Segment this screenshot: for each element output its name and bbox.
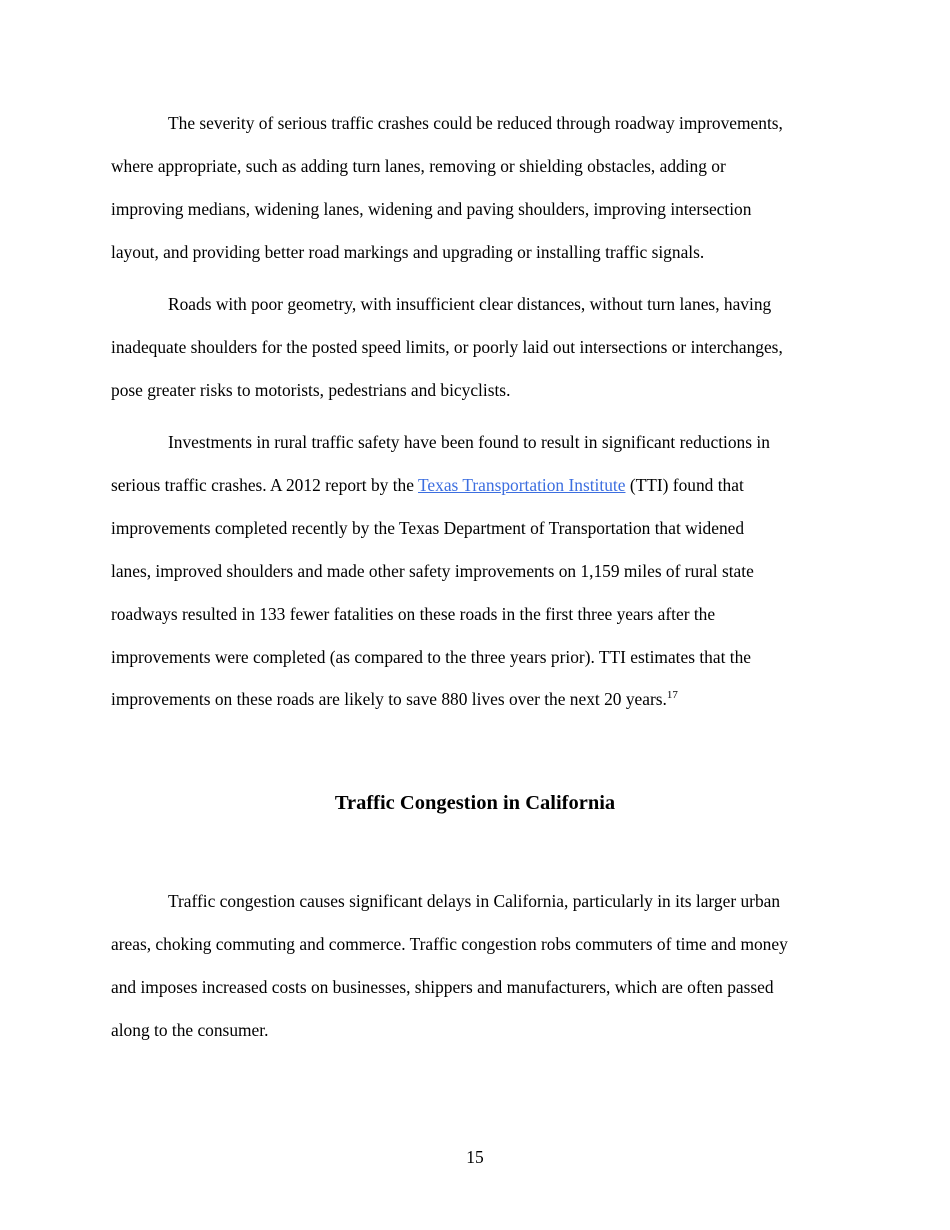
text-line: The severity of serious traffic crashes could be reduced through roadway improvements, <box>168 113 783 133</box>
page-number: 15 <box>466 1147 484 1167</box>
text-line: layout, and providing better road markings and upgrading or installing traffic signals. <box>111 242 705 262</box>
text-line: areas, choking commuting and commerce. Traffic congestion robs commuters of time and money <box>111 934 788 954</box>
tti-link[interactable]: Texas Transportation Institute <box>418 475 626 495</box>
text-segment: (TTI) found that <box>625 475 744 495</box>
text-line: Roads with poor geometry, with insufficient clear distances, without turn lanes, having <box>168 294 772 314</box>
text-line: inadequate shoulders for the posted speed limits, or poorly laid out intersections or interchanges, <box>111 337 783 357</box>
text-line-with-link <box>111 474 744 496</box>
text-line: pose greater risks to motorists, pedestrians and bicyclists. <box>111 380 511 400</box>
footnote-reference[interactable]: 17 <box>666 689 678 701</box>
text-line: along to the consumer. <box>111 1020 269 1040</box>
text-line: lanes, improved shoulders and made other safety improvements on 1,159 miles of rural state <box>111 561 754 581</box>
text-line: Traffic congestion causes significant delays in California, particularly in its larger urban <box>168 891 781 911</box>
section-heading: Traffic Congestion in California <box>334 792 616 814</box>
text-line: where appropriate, such as adding turn lanes, removing or shielding obstacles, adding or <box>111 156 726 176</box>
text-segment: serious traffic crashes. A 2012 report by the <box>111 475 419 495</box>
text-line <box>111 688 678 713</box>
text-line: improvements completed recently by the Texas Department of Transportation that widened <box>111 518 745 538</box>
text-line: improving medians, widening lanes, widening and paving shoulders, improving intersection <box>111 199 752 219</box>
text-line: and imposes increased costs on businesses, shippers and manufacturers, which are often passed <box>111 977 774 997</box>
text-segment: improvements on these roads are likely to save 880 lives over the next 20 years. <box>111 689 667 709</box>
text-line: improvements were completed (as compared to the three years prior). TTI estimates that the <box>111 647 751 667</box>
text-line: Investments in rural traffic safety have been found to result in significant reductions in <box>168 432 770 452</box>
text-line: roadways resulted in 133 fewer fatalities on these roads in the first three years after the <box>111 604 716 624</box>
